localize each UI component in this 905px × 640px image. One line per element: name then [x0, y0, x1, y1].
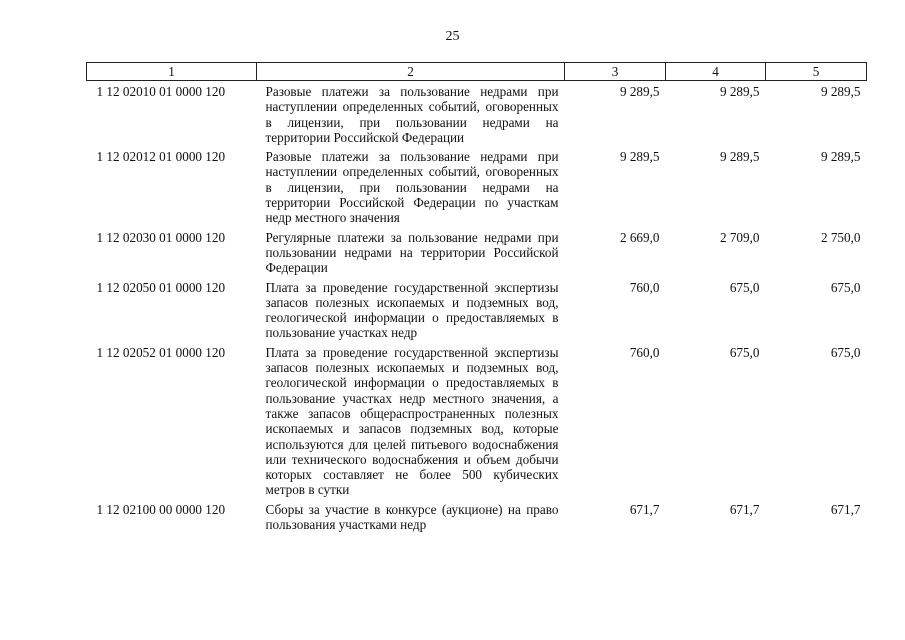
table-row — [87, 502, 867, 537]
income-name-cell: Сборы за участие в конкурсе (аукционе) на право пользования участками недр — [265, 501, 559, 533]
column-header-5: 5 — [766, 63, 867, 81]
amount-col5-cell: 9 289,5 — [820, 84, 861, 99]
page-number: 25 — [445, 29, 460, 44]
budget-code-cell: 1 12 02030 01 0000 120 — [96, 229, 226, 245]
budget-code-cell: 1 12 02052 01 0000 120 — [96, 344, 226, 360]
income-name-cell: Разовые платежи за пользование недрами при наступлении определенных событий, оговоренных в лицензии, при пользовании недрами на территории Российской Федерации — [265, 84, 559, 145]
budget-code-cell: 1 12 02012 01 0000 120 — [96, 149, 226, 165]
amount-col5-cell: 2 750,0 — [820, 229, 861, 245]
budget-table — [86, 62, 867, 536]
amount-col5-cell: 675,0 — [830, 344, 861, 360]
table-row — [87, 149, 867, 229]
amount-col5-cell: 9 289,5 — [820, 149, 861, 165]
table-row — [87, 345, 867, 502]
amount-col3-cell: 760,0 — [629, 344, 660, 360]
amount-col4-cell: 9 289,5 — [719, 149, 760, 165]
table-row — [87, 230, 867, 280]
amount-col3-cell: 9 289,5 — [619, 149, 660, 165]
table-row — [87, 81, 867, 150]
income-name-cell: Плата за проведение государственной экспертизы запасов полезных ископаемых и подземных вод, геологической информации о предоставляемых в пользование участках недр местного значения, а также запасов общераспространенных полезных ископаемых и запасов подземных вод, которые используются для целей питьевого водоснабжения или технического водоснабжения и объем добычи которых составляет не более 500 кубических метров в сутки — [265, 344, 559, 498]
amount-col5-cell: 675,0 — [830, 279, 861, 295]
table-row — [87, 280, 867, 345]
income-name-cell: Разовые платежи за пользование недрами при наступлении определенных событий, оговоренных в лицензии, при пользовании недрами на территории Российской Федерации по участкам недр местного значения — [265, 149, 559, 226]
amount-col5-cell: 671,7 — [830, 501, 861, 517]
amount-col4-cell: 675,0 — [729, 344, 760, 360]
table-header — [87, 63, 867, 81]
header-row — [87, 63, 867, 81]
income-name-cell: Регулярные платежи за пользование недрами при пользовании недрами на территории Российской Федерации — [265, 229, 559, 276]
income-name-cell: Плата за проведение государственной экспертизы запасов полезных ископаемых и подземных вод, геологической информации о предоставляемых в пользование участках недр — [265, 279, 559, 341]
budget-code-cell: 1 12 02100 00 0000 120 — [96, 501, 226, 517]
column-header-3: 3 — [565, 63, 666, 81]
budget-code-cell: 1 12 02050 01 0000 120 — [96, 279, 226, 295]
table-body — [87, 81, 867, 537]
budget-code-cell: 1 12 02010 01 0000 120 — [96, 84, 226, 99]
amount-col4-cell: 675,0 — [729, 279, 760, 295]
column-header-2: 2 — [257, 63, 565, 81]
amount-col3-cell: 760,0 — [629, 279, 660, 295]
amount-col4-cell: 9 289,5 — [719, 84, 760, 99]
amount-col4-cell: 2 709,0 — [719, 229, 760, 245]
amount-col3-cell: 671,7 — [629, 501, 660, 517]
column-header-4: 4 — [666, 63, 766, 81]
amount-col3-cell: 2 669,0 — [619, 229, 660, 245]
amount-col4-cell: 671,7 — [729, 501, 760, 517]
column-header-1: 1 — [87, 63, 257, 81]
amount-col3-cell: 9 289,5 — [619, 84, 660, 99]
